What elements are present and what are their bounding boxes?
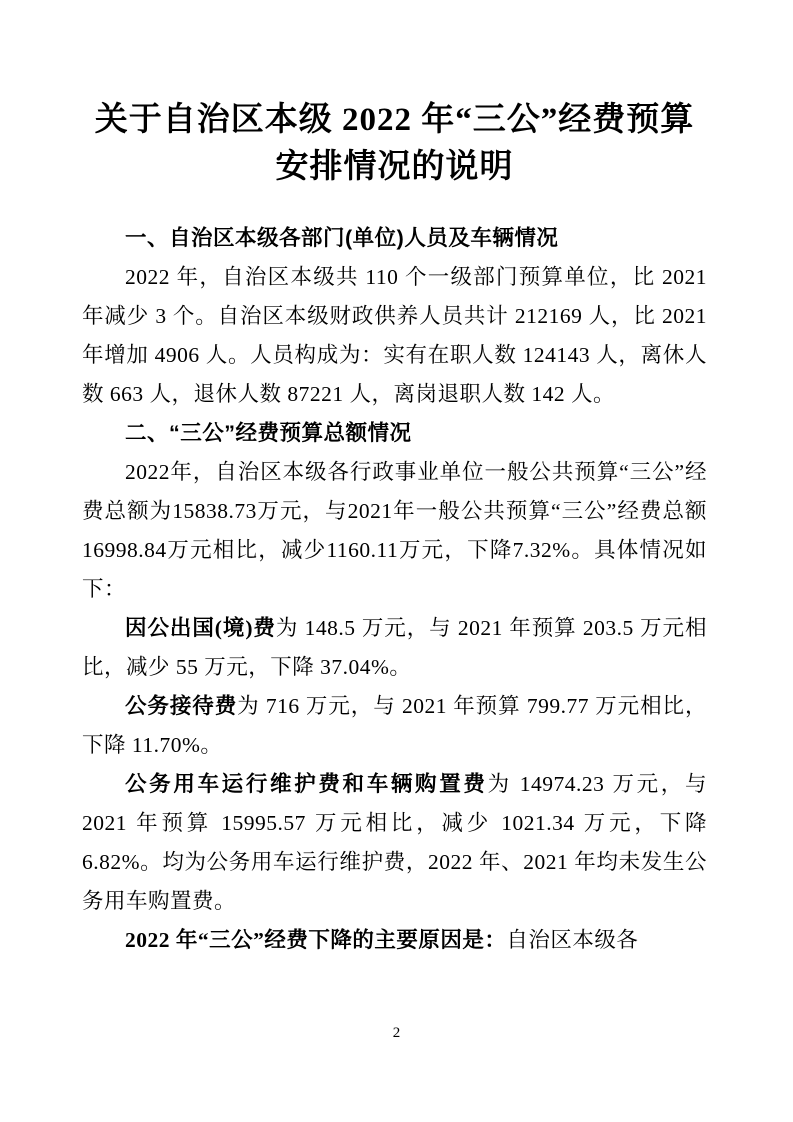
paragraph-decline-reason <box>82 921 707 960</box>
paragraph-official-reception-lead: 公务接待费 <box>125 694 238 718</box>
paragraph-total-budget: 2022年，自治区本级各行政事业单位一般公共预算“三公”经费总额为15838.73万元，与2021年一般公共预算“三公”经费总额16998.84万元相比，减少1160.11万元，下降7.32%。具体情况如下： <box>82 460 707 601</box>
paragraph-official-reception-text: 为 716 万元，与 2021 年预算 799.77 万元相比，下降 11.70%。 <box>82 694 707 757</box>
paragraph-overseas-travel-lead: 因公出国(境)费 <box>125 616 276 640</box>
section-heading-2: 二、“三公”经费预算总额情况 <box>125 421 412 445</box>
paragraph-decline-reason-lead: 2022 年“三公”经费下降的主要原因是： <box>125 928 507 952</box>
paragraph-personnel-vehicles: 2022 年，自治区本级共 110 个一级部门预算单位，比 2021 年减少 3 个。自治区本级财政供养人员共计 212169 人，比 2021 年增加 4906 人。人员构成为：实有在职人数 124143 人，离休人数 663 人，退休人数 87221 人，离岗退职人数 142 人。 <box>82 265 707 406</box>
paragraph-official-vehicles-lead: 公务用车运行维护费和车辆购置费 <box>125 772 488 796</box>
paragraph-decline-reason-text: 自治区本级各 <box>506 928 639 952</box>
document-title <box>82 97 707 191</box>
document-title-line-1: 关于自治区本级 2022 年“三公”经费预算 <box>94 102 695 138</box>
section-heading-1: 一、自治区本级各部门(单位)人员及车辆情况 <box>125 226 559 250</box>
paragraph-overseas-travel-text: 为 148.5 万元，与 2021 年预算 203.5 万元相比，减少 55 万元，下降 37.04%。 <box>82 616 707 679</box>
document-title-line-2: 安排情况的说明 <box>275 149 514 185</box>
paragraph-official-vehicles-text: 为 14974.23 万元，与 2021 年预算 15995.57 万元相比，减少 1021.34 万元，下降 6.82%。均为公务用车运行维护费，2022 年、2021 年均未发生公务用车购置费。 <box>82 772 707 913</box>
page-number: 2 <box>392 1025 401 1041</box>
paragraph-overseas-travel <box>82 609 707 687</box>
paragraph-official-vehicles <box>82 765 707 921</box>
paragraph-official-reception <box>82 687 707 765</box>
